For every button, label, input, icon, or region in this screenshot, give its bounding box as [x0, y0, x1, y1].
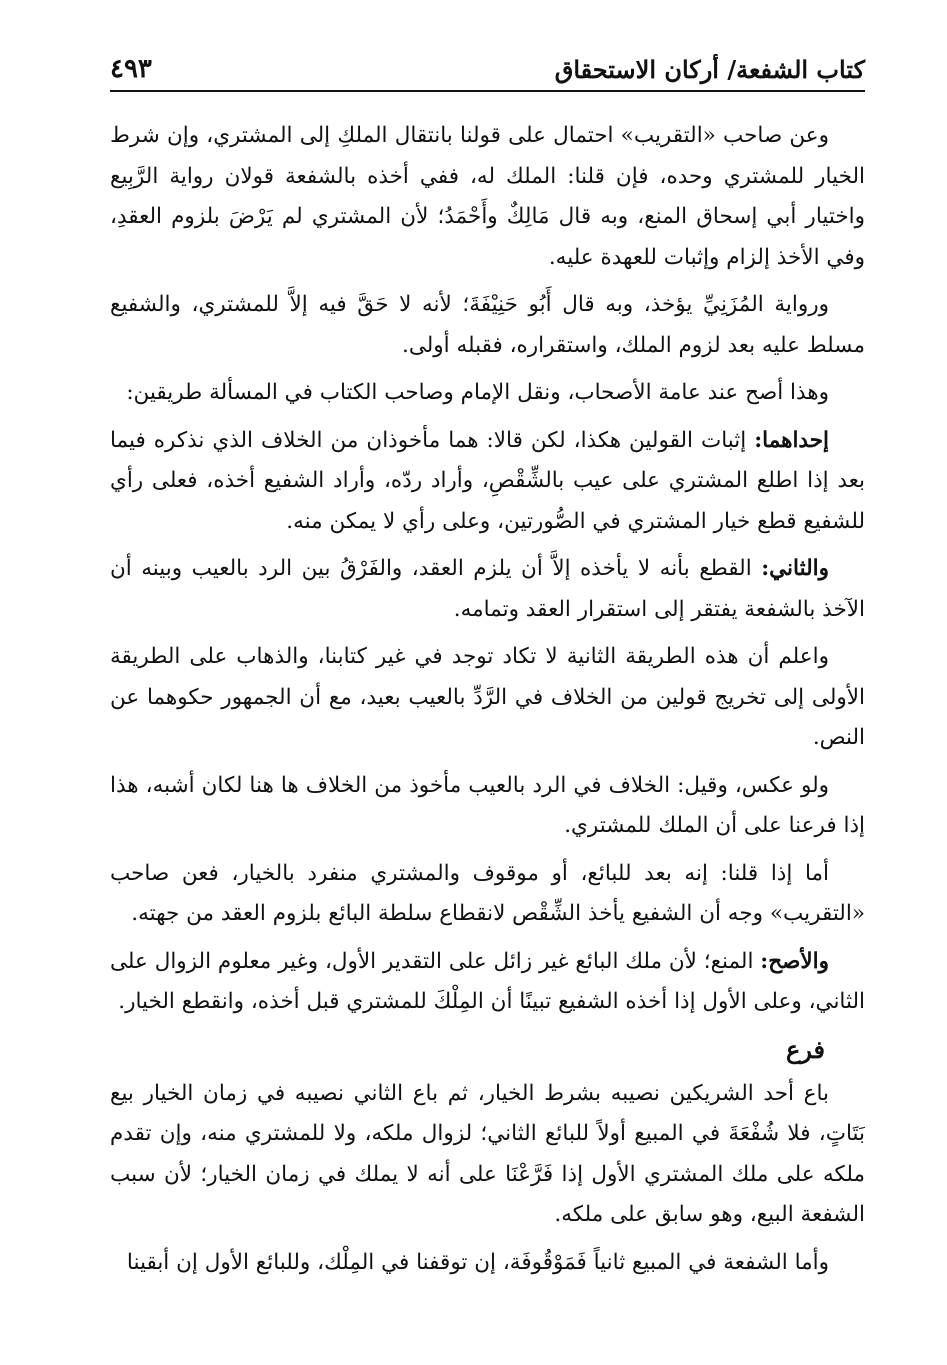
paragraph: [110, 1074, 865, 1236]
paragraph-text: وأما الشفعة في المبيع ثانياً فَمَوْقُوفَة، إن توقفنا في المِلْك، وللبائع الأول إن أبقينا: [126, 1249, 829, 1275]
paragraph-text: إثبات القولين هكذا، لكن قالا: هما مأخوذان من الخلاف الذي نذكره فيما بعد إذا اطلع المشتري على عيب بالشِّقْصِ، وأراد ردّه، وأراد الشفيع أخذه، فعلى رأي للشفيع قطع خيار المشتري في الصُّورتين، وعلى رأي لا يمكن منه.: [110, 427, 865, 534]
paragraph-text: وهذا أصح عند عامة الأصحاب، ونقل الإمام وصاحب الكتاب في المسألة طريقين:: [126, 380, 829, 405]
paragraph-text: القطع بأنه لا يأخذه إلاَّ أن يلزم العقد، والفَرْقُ بين الرد بالعيب وبينه أن الآخذ بالشفعة يفتقر إلى استقرار العقد وتمامه.: [110, 556, 865, 622]
paragraph: [110, 116, 865, 278]
paragraph-text: ولو عكس، وقيل: الخلاف في الرد بالعيب مأخوذ من الخلاف ها هنا لكان أشبه، هذا إذا فرعنا على أن الملك للمشتري.: [110, 772, 865, 838]
paragraph-text: ورواية المُزَنِيِّ يؤخذ، وبه قال أَبُو حَنِيْفَةَ؛ لأنه لا حَقَّ فيه إلاَّ للمشتري، والشفيع مسلط عليه بعد لزوم الملك، واستقراره، فقبله أولى.: [110, 292, 865, 358]
paragraph: [110, 1243, 865, 1284]
section-heading: فرع: [785, 1034, 825, 1064]
paragraph-lead: والأصح:: [760, 948, 829, 974]
paragraph: [110, 285, 865, 366]
paragraph: [110, 637, 865, 759]
running-title: كتاب الشفعة/ أركان الاستحقاق: [554, 55, 865, 84]
paragraph-text: أما إذا قلنا: إنه بعد للبائع، أو موقوف والمشتري منفرد بالخيار، فعن صاحب «التقريب» وجه أن الشفيع يأخذ الشِّقْص لانقطاع سلطة البائع بلزوم العقد من جهته.: [110, 860, 865, 926]
page-header: [110, 44, 865, 92]
paragraph-lead: إحداهما:: [754, 427, 829, 453]
paragraph: [110, 942, 865, 1023]
paragraph-text: وعن صاحب «التقريب» احتمال على قولنا بانتقال الملكِ إلى المشتري، وإن شرط الخيار للمشتري وحده، فإن قلنا: الملك له، ففي أخذه بالشفعة قولان رواية الرَّبِيع واختيار أبي إسحاق المنع، وبه قال مَالِكٌ وأَحْمَدُ؛ لأن المشتري لم يَرْضَ بلزوم العقدِ، وفي الأخذ إلزام وإثبات للعهدة عليه.: [110, 123, 865, 270]
paragraph: [110, 373, 865, 414]
paragraph: [110, 421, 865, 543]
body-text: [110, 116, 865, 1335]
paragraph-lead: والثاني:: [761, 556, 829, 581]
paragraph-text: واعلم أن هذه الطريقة الثانية لا تكاد توجد في غير كتابنا، والذهاب على الطريقة الأولى إلى تخريج قولين من الخلاف في الرَّدِّ بالعيب بعيد، مع أن الجمهور حكوهما عن النص.: [110, 644, 865, 750]
paragraph-text: باع أحد الشريكين نصيبه بشرط الخيار، ثم باع الثاني نصيبه في زمان الخيار بيع بَتَاتٍ، فلا شُفْعَةَ في المبيع أولاً للبائع الثاني؛ لزوال ملكه، ولا للمشتري منه، وإن تقدم ملكه على ملك المشتري الأول إذا فَرَّعْنَا على أنه لا يملك في زمان الخيار؛ لأن سبب الشفعة البيع، وهو سابق على ملكه.: [110, 1080, 865, 1227]
paragraph: [110, 766, 865, 847]
paragraph: [110, 549, 865, 630]
paragraph: [110, 854, 865, 935]
page-number: ٤٩٣: [110, 54, 152, 84]
paragraph-text: المنع؛ لأن ملك البائع غير زائل على التقدير الأول، وغير معلوم الزوال على الثاني، وعلى الأول إذا أخذه الشفيع تبينًا أن المِلْكَ للمشتري قبل أخذه، وانقطع الخيار.: [110, 948, 865, 1014]
